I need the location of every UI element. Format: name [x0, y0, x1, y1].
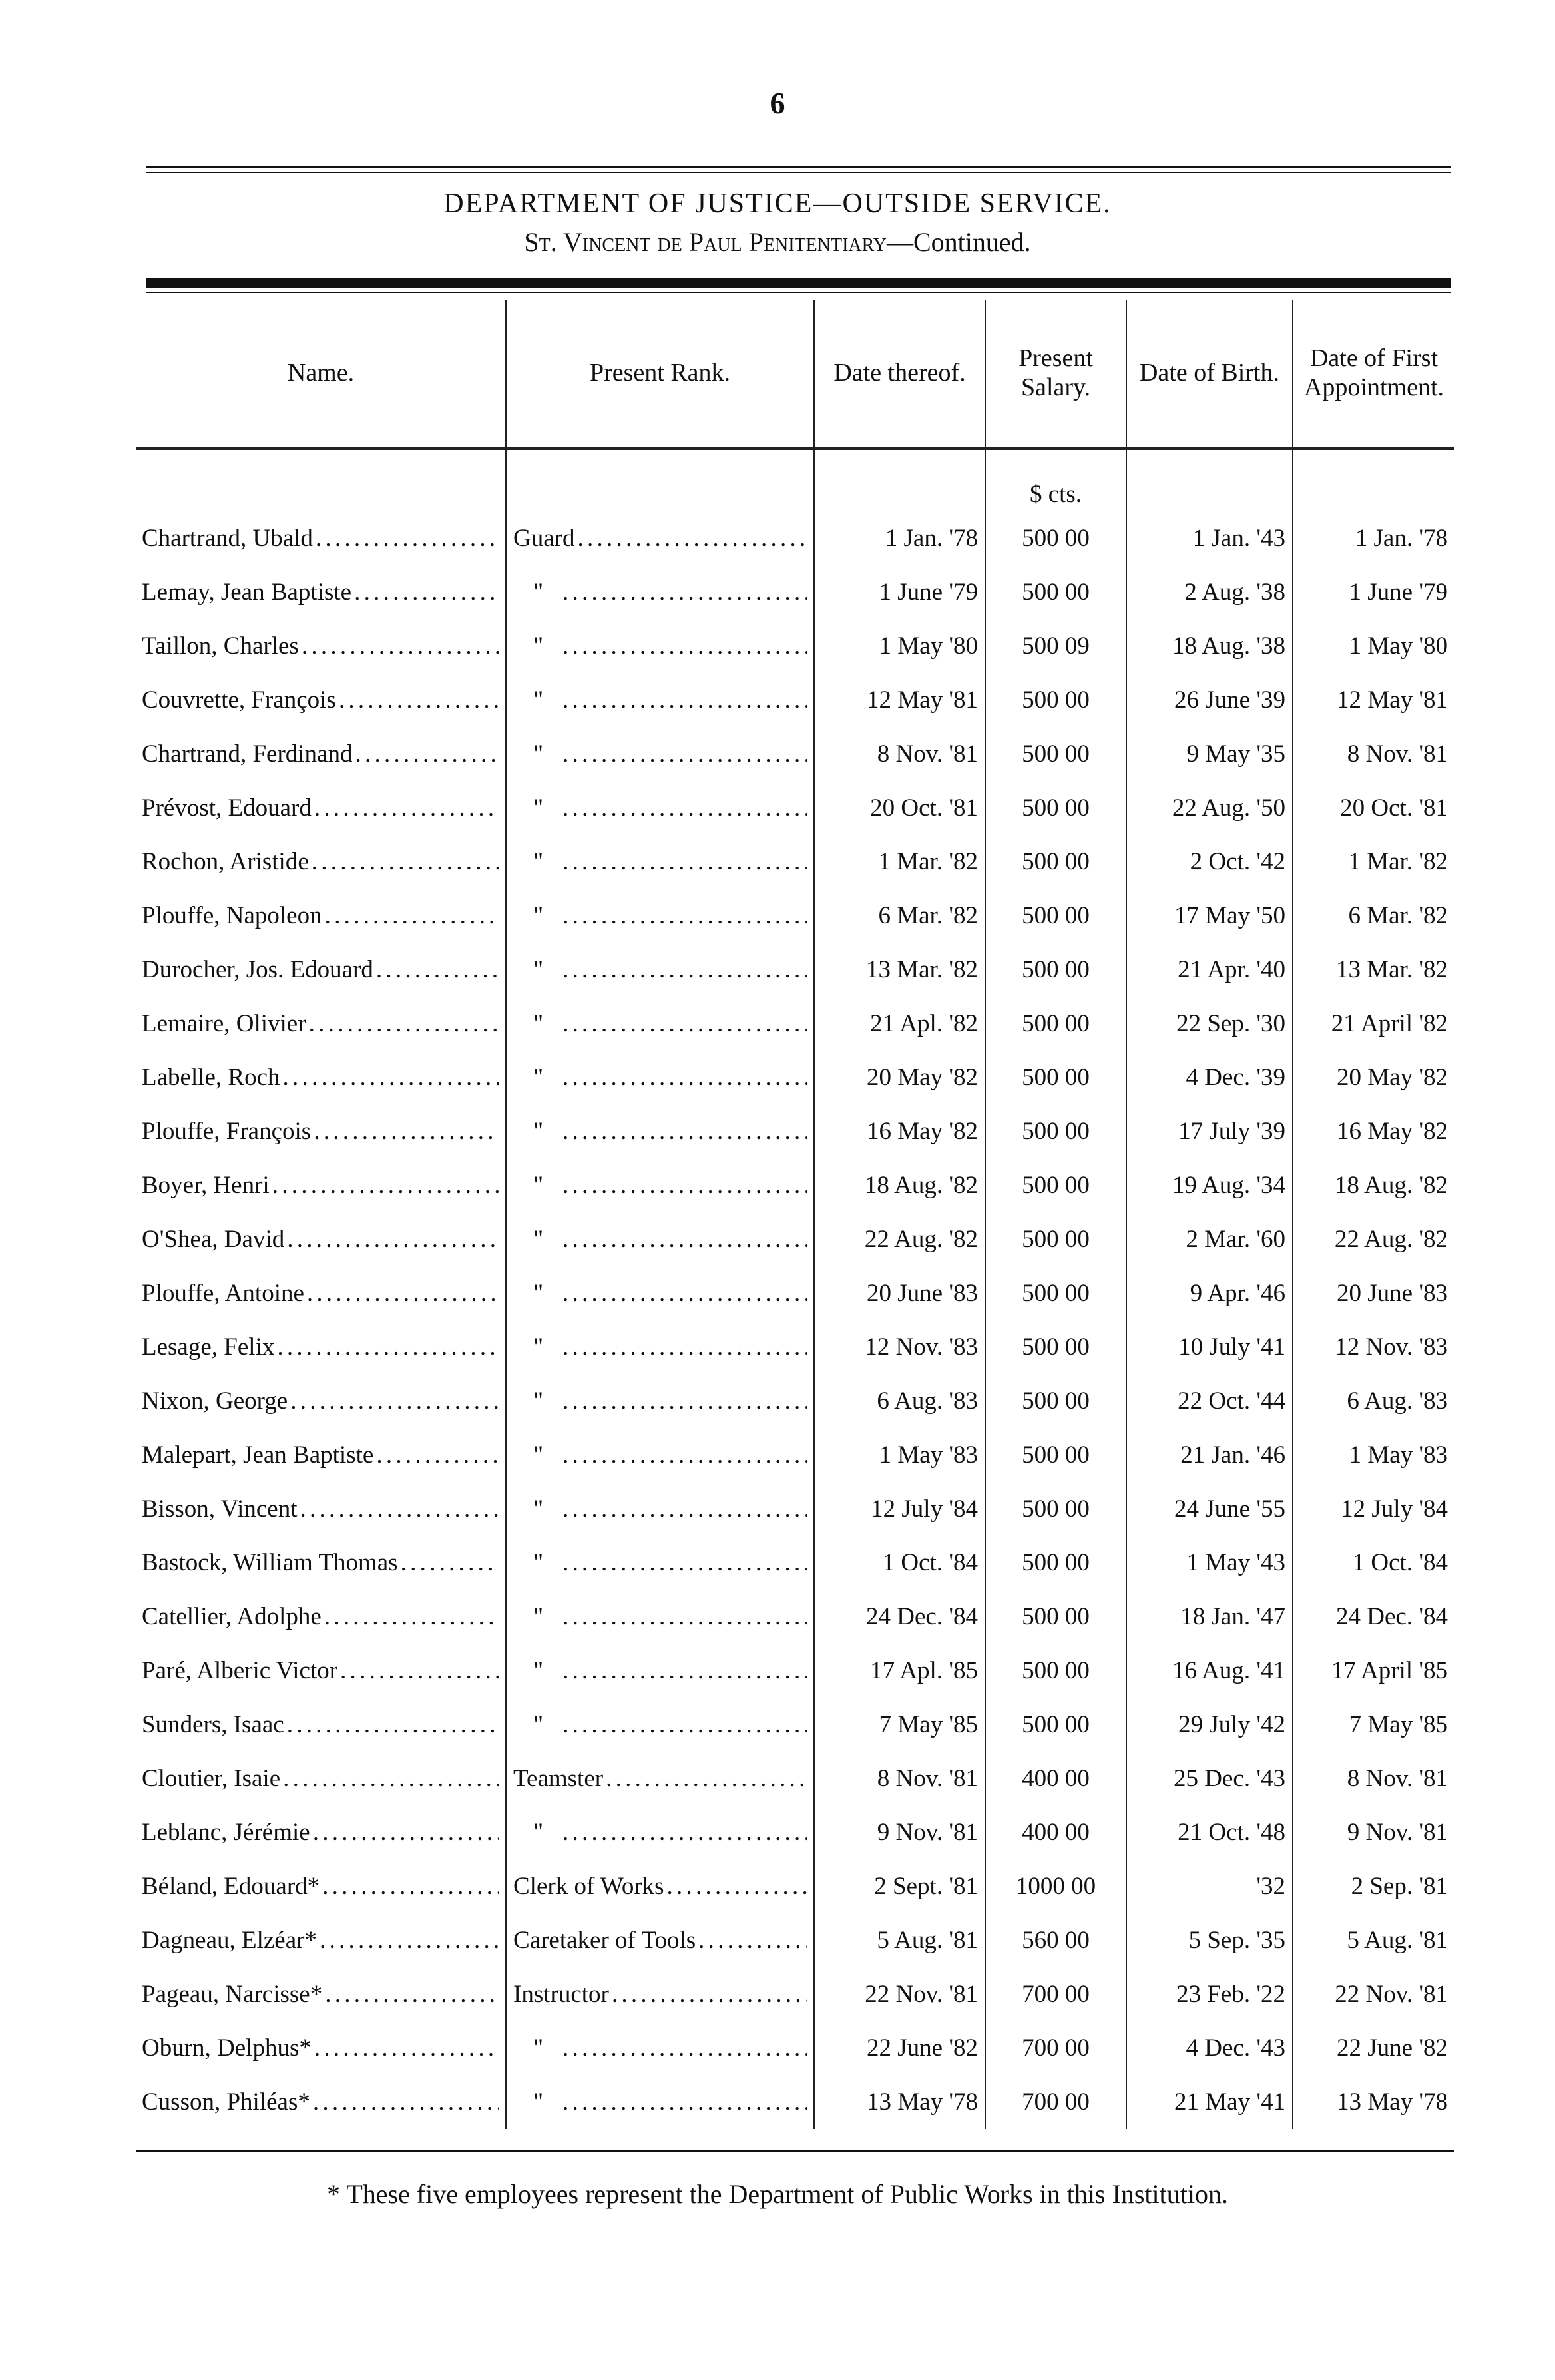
- cell-date: 7 May '85: [814, 1698, 985, 1752]
- cell-date: 2 Sept. '81: [814, 1859, 985, 1913]
- cell-date: 9 Nov. '81: [814, 1805, 985, 1859]
- cell-salary: 500 00: [985, 1051, 1126, 1104]
- cell-name: Lemaire, Olivier . . .: [136, 997, 506, 1051]
- cell-rank: " . . .: [506, 781, 814, 835]
- cell-date: 20 June '83: [814, 1266, 985, 1320]
- cell-name: Rochon, Aristide . . .: [136, 835, 506, 889]
- cell-rank: " . . .: [506, 943, 814, 997]
- cell-birth: 21 Oct. '48: [1126, 1805, 1293, 1859]
- table-row: [136, 2075, 1454, 2129]
- cell-birth: 21 Apr. '40: [1126, 943, 1293, 997]
- cell-name: Labelle, Roch . . .: [136, 1051, 506, 1104]
- table-row: [136, 1805, 1454, 1859]
- cell-name: Paré, Alberic Victor . . .: [136, 1644, 506, 1698]
- cell-date: 8 Nov. '81: [814, 727, 985, 781]
- cell-rank: " . . .: [506, 997, 814, 1051]
- cell-rank: " . . .: [506, 2075, 814, 2129]
- cell-rank: " . . .: [506, 2021, 814, 2075]
- cell-name: Prévost, Edouard . . .: [136, 781, 506, 835]
- cell-name: Plouffe, Antoine . . .: [136, 1266, 506, 1320]
- cell-first: 12 May '81: [1293, 673, 1454, 727]
- cell-rank: Caretaker of Tools . . .: [506, 1913, 814, 1967]
- cell-salary: 500 00: [985, 1374, 1126, 1428]
- cell-salary: 700 00: [985, 2075, 1126, 2129]
- cell-salary: 500 00: [985, 727, 1126, 781]
- cell-salary: 700 00: [985, 1967, 1126, 2021]
- table-row: [136, 1752, 1454, 1805]
- cell-salary: 500 09: [985, 619, 1126, 673]
- cell-date: 20 May '82: [814, 1051, 985, 1104]
- cell-rank: " . . .: [506, 727, 814, 781]
- cell-salary: 500 00: [985, 1158, 1126, 1212]
- cell-first: 13 Mar. '82: [1293, 943, 1454, 997]
- cell-salary: 500 00: [985, 1536, 1126, 1590]
- cell-name: Malepart, Jean Baptiste . . .: [136, 1428, 506, 1482]
- cell-first: 12 Nov. '83: [1293, 1320, 1454, 1374]
- cell-rank: " . . .: [506, 889, 814, 943]
- cell-name: Cusson, Philéas* . . .: [136, 2075, 506, 2129]
- cell-date: 6 Aug. '83: [814, 1374, 985, 1428]
- cell-first: 1 June '79: [1293, 565, 1454, 619]
- table-row: [136, 565, 1454, 619]
- cell-salary: 500 00: [985, 511, 1126, 565]
- cell-first: 18 Aug. '82: [1293, 1158, 1454, 1212]
- footnote: * These five employees represent the Department of Public Works in this Institution.: [327, 2179, 1228, 2209]
- cell-date: 12 July '84: [814, 1482, 985, 1536]
- cell-rank: " . . .: [506, 619, 814, 673]
- cell-salary: 500 00: [985, 835, 1126, 889]
- cell-first: 8 Nov. '81: [1293, 727, 1454, 781]
- cell-salary: 500 00: [985, 1266, 1126, 1320]
- employee-table: [136, 300, 1454, 2129]
- cell-birth: 22 Sep. '30: [1126, 997, 1293, 1051]
- cell-birth: 24 June '55: [1126, 1482, 1293, 1536]
- cell-first: 24 Dec. '84: [1293, 1590, 1454, 1644]
- cell-date: 1 May '80: [814, 619, 985, 673]
- cell-date: 21 Apl. '82: [814, 997, 985, 1051]
- cell-birth: 9 May '35: [1126, 727, 1293, 781]
- cell-birth: 21 Jan. '46: [1126, 1428, 1293, 1482]
- table-bottom-rule: [136, 2150, 1454, 2152]
- page-subtitle: [0, 226, 1555, 258]
- page-title: DEPARTMENT OF JUSTICE—OUTSIDE SERVICE.: [443, 188, 1112, 219]
- cell-birth: 1 May '43: [1126, 1536, 1293, 1590]
- cell-birth: 1 Jan. '43: [1126, 511, 1293, 565]
- cell-first: 5 Aug. '81: [1293, 1913, 1454, 1967]
- cell-first: 22 June '82: [1293, 2021, 1454, 2075]
- cell-name: Bastock, William Thomas . . .: [136, 1536, 506, 1590]
- header-rule-thick: [146, 278, 1451, 288]
- cell-rank: " . . .: [506, 1644, 814, 1698]
- cell-birth: 4 Dec. '43: [1126, 2021, 1293, 2075]
- cell-birth: 26 June '39: [1126, 673, 1293, 727]
- cell-date: 17 Apl. '85: [814, 1644, 985, 1698]
- cell-salary: 500 00: [985, 943, 1126, 997]
- cell-name: Lemay, Jean Baptiste . . .: [136, 565, 506, 619]
- cell-birth: 17 May '50: [1126, 889, 1293, 943]
- cell-date: 1 May '83: [814, 1428, 985, 1482]
- cell-rank: " . . .: [506, 1104, 814, 1158]
- cell-date: 13 Mar. '82: [814, 943, 985, 997]
- cell-date: 22 Nov. '81: [814, 1967, 985, 2021]
- cell-name: Plouffe, Napoleon . . .: [136, 889, 506, 943]
- table-row: [136, 1536, 1454, 1590]
- table-header-row: [136, 300, 1454, 449]
- cell-rank: " . . .: [506, 1051, 814, 1104]
- cell-rank: " . . .: [506, 1266, 814, 1320]
- cell-rank: " . . .: [506, 673, 814, 727]
- cell-name: Chartrand, Ubald . . .: [136, 511, 506, 565]
- header-salary: Present Salary.: [985, 300, 1126, 449]
- table-row: [136, 997, 1454, 1051]
- cell-first: 9 Nov. '81: [1293, 1805, 1454, 1859]
- cell-name: Béland, Edouard* . . .: [136, 1859, 506, 1913]
- cell-first: 7 May '85: [1293, 1698, 1454, 1752]
- header-name: Name.: [136, 300, 506, 449]
- cell-name: Plouffe, François . . .: [136, 1104, 506, 1158]
- subtitle-continued: —Continued.: [886, 227, 1031, 257]
- header-rule-top: [146, 166, 1451, 168]
- cell-first: 20 Oct. '81: [1293, 781, 1454, 835]
- cell-salary: 500 00: [985, 1428, 1126, 1482]
- cell-date: 22 June '82: [814, 2021, 985, 2075]
- cell-salary: 400 00: [985, 1752, 1126, 1805]
- table-row: [136, 1590, 1454, 1644]
- cell-first: 20 June '83: [1293, 1266, 1454, 1320]
- cell-salary: 500 00: [985, 1320, 1126, 1374]
- cell-date: 1 Oct. '84: [814, 1536, 985, 1590]
- cell-date: 8 Nov. '81: [814, 1752, 985, 1805]
- cell-birth: 9 Apr. '46: [1126, 1266, 1293, 1320]
- units-row: [136, 449, 1454, 511]
- cell-rank: Teamster . . .: [506, 1752, 814, 1805]
- cell-name: Leblanc, Jérémie . . .: [136, 1805, 506, 1859]
- table-row: [136, 2021, 1454, 2075]
- salary-units: $ cts.: [985, 449, 1126, 511]
- cell-rank: " . . .: [506, 1590, 814, 1644]
- cell-salary: 500 00: [985, 997, 1126, 1051]
- table-row: [136, 1428, 1454, 1482]
- cell-first: 1 Oct. '84: [1293, 1536, 1454, 1590]
- cell-birth: 21 May '41: [1126, 2075, 1293, 2129]
- cell-salary: 500 00: [985, 1698, 1126, 1752]
- table-row: [136, 781, 1454, 835]
- cell-salary: 500 00: [985, 1590, 1126, 1644]
- cell-salary: 500 00: [985, 889, 1126, 943]
- cell-name: Boyer, Henri . . .: [136, 1158, 506, 1212]
- table-row: [136, 1266, 1454, 1320]
- cell-date: 6 Mar. '82: [814, 889, 985, 943]
- cell-salary: 500 00: [985, 1644, 1126, 1698]
- cell-date: 20 Oct. '81: [814, 781, 985, 835]
- table-row: [136, 1104, 1454, 1158]
- cell-date: 1 June '79: [814, 565, 985, 619]
- cell-rank: " . . .: [506, 1320, 814, 1374]
- table-row: [136, 1482, 1454, 1536]
- cell-first: 12 July '84: [1293, 1482, 1454, 1536]
- cell-date: 22 Aug. '82: [814, 1212, 985, 1266]
- cell-rank: " . . .: [506, 1212, 814, 1266]
- table-row: [136, 889, 1454, 943]
- table-row: [136, 835, 1454, 889]
- cell-first: 1 May '80: [1293, 619, 1454, 673]
- cell-rank: " . . .: [506, 565, 814, 619]
- cell-name: Couvrette, François . . .: [136, 673, 506, 727]
- cell-salary: 1000 00: [985, 1859, 1126, 1913]
- cell-rank: Guard . . .: [506, 511, 814, 565]
- cell-birth: 17 July '39: [1126, 1104, 1293, 1158]
- cell-date: 1 Mar. '82: [814, 835, 985, 889]
- table-row: [136, 727, 1454, 781]
- cell-rank: " . . .: [506, 1805, 814, 1859]
- cell-salary: 500 00: [985, 781, 1126, 835]
- cell-birth: 16 Aug. '41: [1126, 1644, 1293, 1698]
- cell-birth: 4 Dec. '39: [1126, 1051, 1293, 1104]
- cell-name: Oburn, Delphus* . . .: [136, 2021, 506, 2075]
- table-row: [136, 1644, 1454, 1698]
- cell-first: 6 Aug. '83: [1293, 1374, 1454, 1428]
- table-row: [136, 511, 1454, 565]
- cell-name: Durocher, Jos. Edouard . . .: [136, 943, 506, 997]
- cell-first: 8 Nov. '81: [1293, 1752, 1454, 1805]
- cell-name: Catellier, Adolphe . . .: [136, 1590, 506, 1644]
- cell-birth: 23 Feb. '22: [1126, 1967, 1293, 2021]
- table-row: [136, 1212, 1454, 1266]
- cell-name: O'Shea, David . . .: [136, 1212, 506, 1266]
- cell-salary: 500 00: [985, 1104, 1126, 1158]
- cell-birth: 22 Aug. '50: [1126, 781, 1293, 835]
- table-row: [136, 673, 1454, 727]
- cell-first: 13 May '78: [1293, 2075, 1454, 2129]
- cell-first: 1 Mar. '82: [1293, 835, 1454, 889]
- table-row: [136, 1158, 1454, 1212]
- cell-birth: '32: [1126, 1859, 1293, 1913]
- cell-salary: 700 00: [985, 2021, 1126, 2075]
- header-rule-top-thin: [146, 172, 1451, 173]
- table-row: [136, 1967, 1454, 2021]
- table-row: [136, 1320, 1454, 1374]
- header-first: Date of First Appointment.: [1293, 300, 1454, 449]
- header-date: Date thereof.: [814, 300, 985, 449]
- cell-birth: 29 July '42: [1126, 1698, 1293, 1752]
- cell-name: Nixon, George . . .: [136, 1374, 506, 1428]
- table-row: [136, 1913, 1454, 1967]
- cell-name: Bisson, Vincent . . .: [136, 1482, 506, 1536]
- page-number: 6: [770, 86, 785, 120]
- cell-birth: 18 Jan. '47: [1126, 1590, 1293, 1644]
- cell-birth: 25 Dec. '43: [1126, 1752, 1293, 1805]
- cell-birth: 2 Oct. '42: [1126, 835, 1293, 889]
- cell-date: 13 May '78: [814, 2075, 985, 2129]
- table-row: [136, 1698, 1454, 1752]
- cell-rank: " . . .: [506, 1536, 814, 1590]
- cell-birth: 10 July '41: [1126, 1320, 1293, 1374]
- cell-rank: " . . .: [506, 1374, 814, 1428]
- cell-first: 1 Jan. '78: [1293, 511, 1454, 565]
- cell-date: 1 Jan. '78: [814, 511, 985, 565]
- cell-first: 6 Mar. '82: [1293, 889, 1454, 943]
- header-birth: Date of Birth.: [1126, 300, 1293, 449]
- table-row: [136, 619, 1454, 673]
- cell-rank: " . . .: [506, 1482, 814, 1536]
- cell-birth: 5 Sep. '35: [1126, 1913, 1293, 1967]
- cell-name: Sunders, Isaac . . .: [136, 1698, 506, 1752]
- cell-birth: 22 Oct. '44: [1126, 1374, 1293, 1428]
- cell-rank: " . . .: [506, 835, 814, 889]
- cell-name: Taillon, Charles . . .: [136, 619, 506, 673]
- cell-first: 22 Aug. '82: [1293, 1212, 1454, 1266]
- cell-name: Dagneau, Elzéar* . . .: [136, 1913, 506, 1967]
- cell-date: 16 May '82: [814, 1104, 985, 1158]
- cell-salary: 500 00: [985, 565, 1126, 619]
- cell-first: 20 May '82: [1293, 1051, 1454, 1104]
- header-rank: Present Rank.: [506, 300, 814, 449]
- table-row: [136, 943, 1454, 997]
- table-row: [136, 1051, 1454, 1104]
- cell-name: Lesage, Felix . . .: [136, 1320, 506, 1374]
- cell-name: Cloutier, Isaie . . .: [136, 1752, 506, 1805]
- cell-date: 24 Dec. '84: [814, 1590, 985, 1644]
- cell-first: 22 Nov. '81: [1293, 1967, 1454, 2021]
- cell-date: 18 Aug. '82: [814, 1158, 985, 1212]
- cell-salary: 500 00: [985, 1212, 1126, 1266]
- table-row: [136, 1374, 1454, 1428]
- cell-rank: Instructor . . .: [506, 1967, 814, 2021]
- cell-birth: 18 Aug. '38: [1126, 619, 1293, 673]
- cell-birth: 2 Mar. '60: [1126, 1212, 1293, 1266]
- cell-date: 5 Aug. '81: [814, 1913, 985, 1967]
- cell-salary: 500 00: [985, 1482, 1126, 1536]
- cell-name: Chartrand, Ferdinand . . .: [136, 727, 506, 781]
- cell-rank: Clerk of Works . . .: [506, 1859, 814, 1913]
- cell-birth: 19 Aug. '34: [1126, 1158, 1293, 1212]
- table-row: [136, 1859, 1454, 1913]
- cell-date: 12 May '81: [814, 673, 985, 727]
- cell-name: Pageau, Narcisse* . . .: [136, 1967, 506, 2021]
- header-rule-thin: [146, 292, 1451, 293]
- cell-first: 21 April '82: [1293, 997, 1454, 1051]
- cell-salary: 500 00: [985, 673, 1126, 727]
- cell-salary: 560 00: [985, 1913, 1126, 1967]
- cell-first: 2 Sep. '81: [1293, 1859, 1454, 1913]
- cell-rank: " . . .: [506, 1158, 814, 1212]
- cell-birth: 2 Aug. '38: [1126, 565, 1293, 619]
- cell-first: 17 April '85: [1293, 1644, 1454, 1698]
- subtitle-institution: St. Vincent de Paul Penitentiary: [524, 227, 887, 257]
- cell-salary: 400 00: [985, 1805, 1126, 1859]
- cell-first: 1 May '83: [1293, 1428, 1454, 1482]
- cell-date: 12 Nov. '83: [814, 1320, 985, 1374]
- cell-rank: " . . .: [506, 1428, 814, 1482]
- cell-rank: " . . .: [506, 1698, 814, 1752]
- cell-first: 16 May '82: [1293, 1104, 1454, 1158]
